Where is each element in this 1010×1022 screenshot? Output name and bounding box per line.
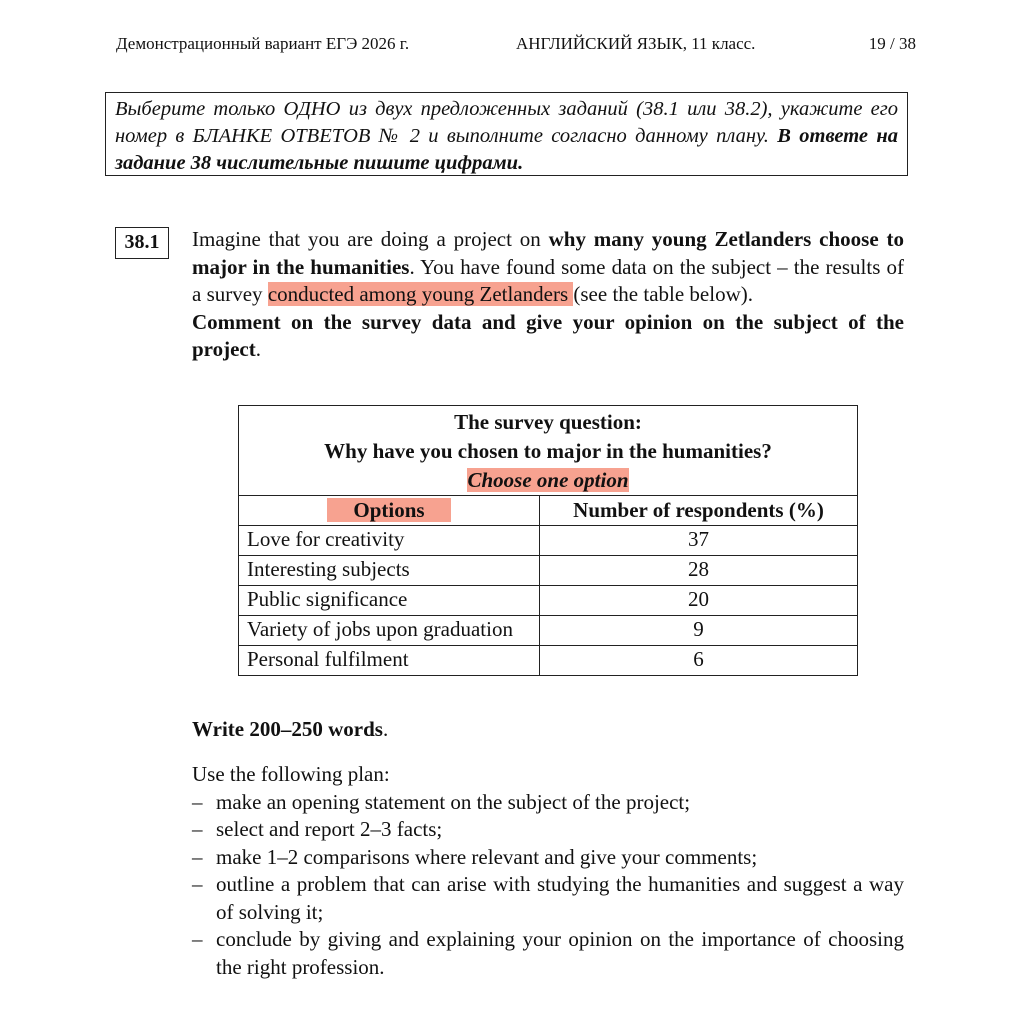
page-number: 19 / 38: [868, 34, 916, 53]
task-number: 38.1: [115, 227, 169, 259]
table-row: [239, 586, 858, 616]
plan-section: [192, 761, 904, 981]
task-paragraph-1: [192, 226, 904, 309]
survey-title: The survey question:: [454, 410, 642, 434]
instruction-box: [105, 92, 908, 176]
subject-title: АНГЛИЙСКИЙ ЯЗЫК, 11 класс.: [516, 34, 756, 53]
option-cell: Variety of jobs upon graduation: [239, 616, 540, 646]
plan-list: [192, 789, 904, 982]
instruction-bold: В ответе на задание 38 числительные пишите цифрами.: [115, 125, 898, 174]
word-count-instruction: Write 200–250 words.: [192, 717, 389, 741]
instruction-text: Выберите только ОДНО из двух предложенных заданий (38.1 или 38.2), укажите его номер в БЛАНКЕ ОТВЕТОВ № 2 и выполните согласно данному плану.: [115, 98, 898, 147]
task-paragraph-2: [192, 309, 904, 364]
list-item: – outline a problem that can arise with studying the humanities and suggest a way of solving it;: [192, 872, 904, 924]
survey-caption: [239, 406, 858, 496]
option-cell: Personal fulfilment: [239, 646, 540, 676]
option-cell: Public significance: [239, 586, 540, 616]
list-item: – make an opening statement on the subject of the project;: [192, 789, 691, 814]
value-cell: 37: [540, 526, 858, 556]
respondents-header: Number of respondents (%): [540, 496, 858, 526]
survey-header-row: [239, 496, 858, 526]
task-topic: why many young Zetlanders choose to major in the humanities: [192, 227, 904, 279]
survey-table: [238, 405, 858, 676]
value-cell: 6: [540, 646, 858, 676]
task-body: [192, 226, 904, 364]
list-item: – select and report 2–3 facts;: [192, 817, 443, 841]
plan-intro: Use the following plan:: [192, 762, 390, 786]
value-cell: 9: [540, 616, 858, 646]
highlighted-text: conducted among young Zetlanders: [267, 282, 574, 306]
table-row: [239, 526, 858, 556]
table-row: [239, 616, 858, 646]
value-cell: 20: [540, 586, 858, 616]
option-cell: Love for creativity: [239, 526, 540, 556]
task-intro: Imagine that you are doing a project on: [192, 227, 549, 251]
list-item: – make 1–2 comparisons where relevant and give your comments;: [192, 844, 758, 869]
page-header: [116, 34, 916, 58]
exam-title: Демонстрационный вариант ЕГЭ 2026 г.: [116, 34, 410, 53]
list-item: – conclude by giving and explaining your opinion on the importance of choosing the right profession.: [192, 927, 904, 979]
options-header: Options: [239, 496, 540, 526]
task-instruction-end: .: [255, 337, 261, 361]
option-cell: Interesting subjects: [239, 556, 540, 586]
survey-note: Choose one option: [467, 468, 629, 492]
task-instruction: Comment on the survey data and give your opinion on the subject of the project: [192, 309, 904, 361]
task-intro-cont: . You have found some data on the subject – the results of a survey: [192, 254, 904, 306]
value-cell: 28: [540, 556, 858, 586]
survey-caption-row: [239, 406, 858, 496]
table-row: [239, 646, 858, 676]
task-intro-end: (see the table below).: [573, 282, 753, 306]
survey-question: Why have you chosen to major in the humanities?: [324, 439, 772, 463]
table-row: [239, 556, 858, 586]
